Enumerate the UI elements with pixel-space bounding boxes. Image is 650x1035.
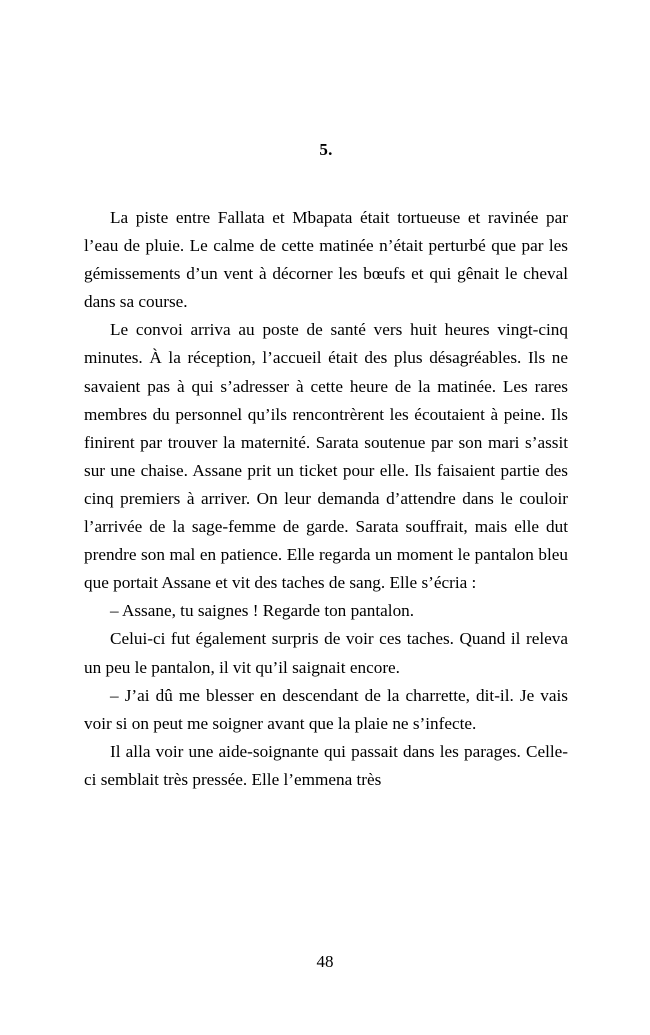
paragraph: Le convoi arriva au poste de santé vers huit heures vingt-cinq minutes. À la réception, l’accueil était des plus désagréables. Ils ne savaient pas à qui s’adresser à cette heure de la matinée. Les rares membres du personnel qu’ils rencontrèrent les écoutaient à peine. Ils finirent par trouver la maternité. Sarata soutenue par son mari s’assit sur une chaise. Assane prit un ticket pour elle. Ils faisaient partie des cinq premiers à arriver. On leur demanda d’attendre dans le couloir l’arrivée de la sage-femme de garde. Sarata souffrait, mais elle dut prendre son mal en patience. Elle regarda un moment le pantalon bleu que portait Assane et vit des taches de sang. Elle s’écria :: [84, 320, 568, 593]
paragraph-dialogue: – J’ai dû me blesser en descendant de la charrette, dit-il. Je vais voir si on peut me soigner avant que la plaie ne s’infecte.: [84, 685, 568, 733]
page-number: 48: [316, 952, 334, 971]
paragraph: La piste entre Fallata et Mbapata était tortueuse et ravinée par l’eau de pluie. Le calme de cette matinée n’était perturbé que par les gémissements d’un vent à décorner les bœufs et qui gênait le cheval dans sa course.: [84, 208, 568, 312]
paragraph-dialogue: – Assane, tu saignes ! Regarde ton pantalon.: [110, 601, 415, 621]
chapter-number: 5.: [319, 140, 333, 159]
paragraph: Celui-ci fut également surpris de voir ces taches. Quand il releva un peu le pantalon, il vit qu’il saignait encore.: [84, 629, 568, 677]
paragraph: Il alla voir une aide-soignante qui passait dans les parages. Celle-ci semblait très pressée. Elle l’emmena très: [84, 741, 568, 789]
page-text-block: [84, 140, 568, 794]
